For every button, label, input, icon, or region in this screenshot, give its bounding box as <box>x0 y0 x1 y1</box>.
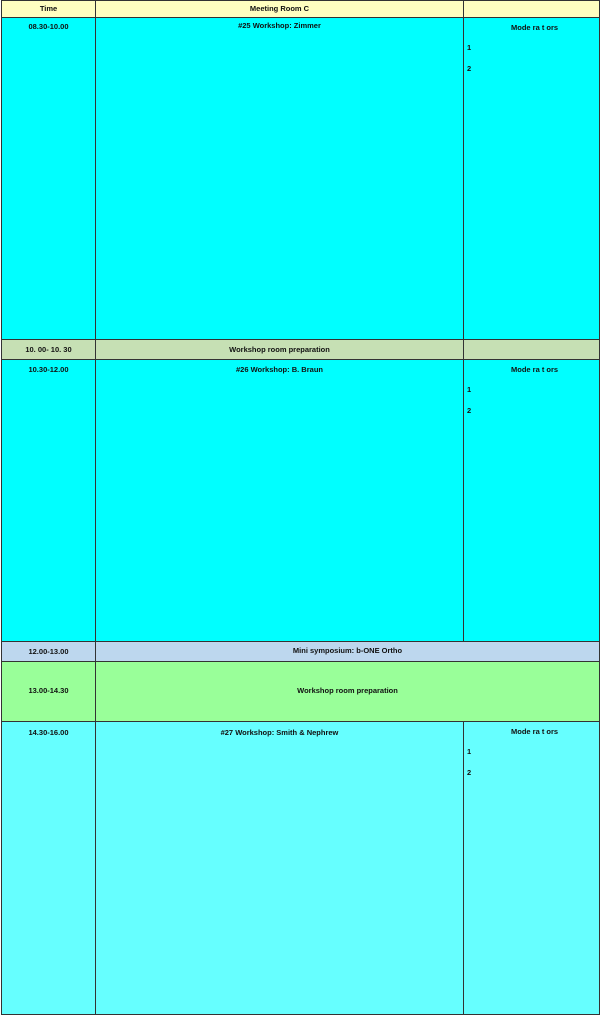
prep1-title: Workshop room preparation <box>229 345 330 354</box>
prep1-time-cell <box>1 339 96 360</box>
header-extra-cell <box>463 0 600 18</box>
prep1-extra-cell <box>463 339 600 360</box>
prep2-time: 13.00-14.30 <box>28 686 69 695</box>
w26-moderators-label: Mode ra t ors <box>511 365 559 374</box>
w27-moderator-2: 2 <box>467 768 472 777</box>
mini-title: Mini symposium: b-ONE Ortho <box>292 646 403 655</box>
w27-title: #27 Workshop: Smith & Nephrew <box>220 728 339 737</box>
w26-title-cell <box>95 359 464 642</box>
prep1-title-cell <box>95 339 464 360</box>
header-time-cell <box>1 0 96 18</box>
w25-moderator-1: 1 <box>467 43 472 52</box>
w27-moderators-cell <box>463 721 600 1015</box>
mini-time: 12.00-13.00 <box>28 647 69 656</box>
w25-title-cell <box>95 17 464 340</box>
w25-moderator-2: 2 <box>467 64 472 73</box>
w27-time-cell <box>1 721 96 1015</box>
w25-moderators-label: Mode ra t ors <box>511 23 559 32</box>
w27-title-cell <box>95 721 464 1015</box>
prep1-time: 10. 00- 10. 30 <box>25 345 72 354</box>
header-time-label: Time <box>39 4 58 13</box>
w25-time-cell <box>1 17 96 340</box>
mini-time-cell <box>1 641 96 662</box>
w25-title: #25 Workshop: Zimmer <box>238 21 321 30</box>
prep2-time-cell <box>1 661 96 722</box>
w26-moderator-1: 1 <box>467 385 472 394</box>
header-room-cell <box>95 0 464 18</box>
w26-title: #26 Workshop: B. Braun <box>236 365 323 374</box>
w27-moderator-1: 1 <box>467 747 472 756</box>
header-room-label: Meeting Room C <box>249 4 310 13</box>
w25-moderators-cell <box>463 17 600 340</box>
w26-time-cell <box>1 359 96 642</box>
mini-title-cell <box>95 641 600 662</box>
w25-time: 08.30-10.00 <box>28 22 69 31</box>
prep2-title-cell <box>95 661 600 722</box>
w26-moderators-cell <box>463 359 600 642</box>
w27-time: 14.30-16.00 <box>28 728 69 737</box>
prep2-title: Workshop room preparation <box>297 686 398 695</box>
w27-moderators-label: Mode ra t ors <box>511 727 559 736</box>
w26-moderator-2: 2 <box>467 406 472 415</box>
w26-time: 10.30-12.00 <box>28 365 69 374</box>
